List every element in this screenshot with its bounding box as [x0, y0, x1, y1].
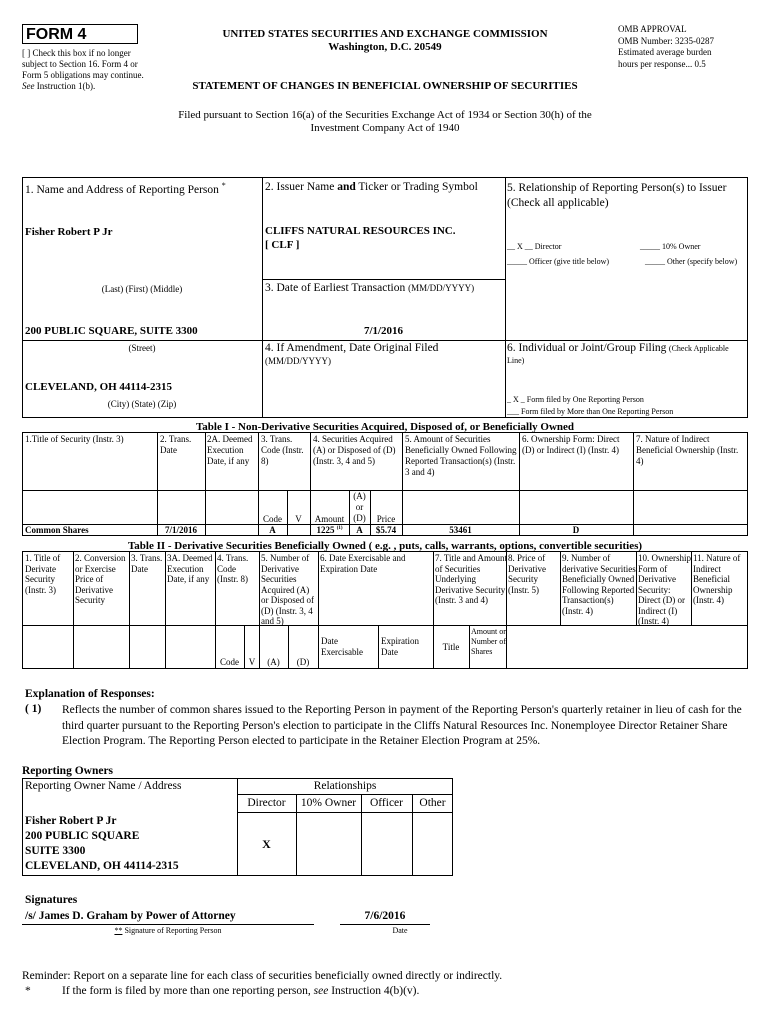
owner-addr2: SUITE 3300 — [25, 845, 86, 857]
filed-pursuant-line2: Investment Company Act of 1940 — [310, 122, 460, 134]
agency-city: Washington, D.C. 20549 — [328, 41, 442, 53]
signature-date: 7/6/2016 — [364, 910, 406, 922]
form-title: FORM 4 — [22, 24, 138, 44]
t1-row-form: D — [572, 525, 580, 535]
filed-pursuant-line1: Filed pursuant to Section 16(a) of the Securities Exchange Act of 1934 or Section 30(h) of the — [178, 109, 592, 121]
date-label: Date — [392, 926, 408, 935]
checkbox-note-text: [ ] Check this box if no longer subject to Section 16. Form 4 or Form 5 obligations may continue. — [22, 48, 144, 80]
t1-sub-code: Code — [263, 514, 282, 524]
owners-col-relationships: Relationships — [313, 780, 377, 792]
box1-star: * — [221, 181, 226, 190]
signatures-heading: Signatures — [25, 894, 78, 906]
name-parts-label: (Last) (First) (Middle) — [101, 284, 183, 294]
reporting-person-city: CLEVELAND, OH 44114-2315 — [25, 381, 172, 393]
t1-row-title: Common Shares — [25, 525, 89, 535]
t2-sub-expiration: Expiration Date — [381, 636, 419, 657]
omb-hours: hours per response... 0.5 — [618, 58, 706, 69]
earliest-transaction-date: 7/1/2016 — [363, 325, 404, 337]
reporting-person-name: Fisher Robert P Jr — [25, 226, 113, 238]
explanation-heading: Explanation of Responses: — [25, 688, 155, 700]
t1-sub-aord: (A) or (D) — [353, 491, 366, 523]
t2-col7-header: 7. Title and Amount of Securities Underlying Derivative Security (Instr. 3 and 4) — [435, 553, 508, 605]
owner-name: Fisher Robert P Jr — [25, 815, 117, 827]
t1-col1-header: 1.Title of Security (Instr. 3) — [25, 434, 124, 444]
relationship-officer: _____ Officer (give title below) — [507, 257, 610, 266]
t1-col3-header: 3. Trans. Code (Instr. 8) — [261, 434, 304, 466]
t2-col1-header: 1. Title of Derivate Security (Instr. 3) — [25, 553, 61, 595]
checkbox-see: See — [22, 81, 35, 91]
filing-more-persons: ___ Form filed by More than One Reporting Person — [507, 407, 674, 416]
box1-label: 1. Name and Address of Reporting Person * — [25, 181, 226, 196]
t2-sub-code: Code — [220, 657, 239, 667]
omb-number: OMB Number: 3235-0287 — [618, 35, 714, 46]
checkbox-instruction: Instruction 1(b). — [36, 81, 96, 91]
owners-col-director: Director — [247, 797, 286, 809]
owner-addr3: CLEVELAND, OH 44114-2315 — [25, 860, 179, 872]
owners-heading: Reporting Owners — [22, 765, 114, 777]
t2-sub-title: Title — [442, 642, 460, 652]
t2-sub-v: V — [248, 657, 256, 667]
t2-col3-header: 3. Trans. Date — [131, 553, 163, 574]
t1-sub-amount: Amount — [314, 514, 345, 524]
t1-col6-header: 6. Ownership Form: Direct (D) or Indirect (I) (Instr. 4) — [522, 434, 620, 455]
t1-col2-header: 2. Trans. Date — [160, 434, 192, 455]
t1-row-aord: A — [356, 525, 363, 535]
signature-label: ** Signature of Reporting Person — [114, 926, 222, 935]
footnote-number: ( 1) — [25, 703, 42, 715]
owners-col-other: Other — [419, 797, 446, 809]
statement-title: STATEMENT OF CHANGES IN BENEFICIAL OWNERSHIP OF SECURITIES — [192, 80, 578, 92]
street-label: (Street) — [128, 343, 156, 353]
t2-sub-exercisable: Date Exercisable — [321, 636, 363, 657]
box4-label: 4. If Amendment, Date Original Filed — [265, 342, 439, 354]
reminder-star: * — [25, 985, 31, 997]
t1-row-owned: 53461 — [449, 525, 472, 535]
t1-row-code: A — [269, 525, 276, 535]
box4-format: (MM/DD/YYYY) — [265, 356, 331, 366]
table2-title: Table II - Derivative Securities Beneficially Owned ( e.g. , puts, calls, warrants, options, convertible securities) — [127, 540, 643, 552]
omb-box — [618, 24, 758, 70]
t2-col5-header: 5. Number of Derivative Securities Acquired (A) or Disposed of (D) (Instr. 3, 4 and 5) — [261, 553, 314, 626]
t2-col10-header: 10. Ownership Form of Derivative Security: Direct (D) or Indirect (I) (Instr. 4) — [638, 553, 691, 626]
omb-approval: OMB APPROVAL — [618, 24, 687, 34]
t1-sub-v: V — [295, 514, 302, 524]
relationship-other: _____ Other (specify below) — [645, 257, 738, 266]
issuer-name: CLIFFS NATURAL RESOURCES INC. — [265, 225, 456, 237]
t2-col6-header: 6. Date Exercisable and Expiration Date — [320, 553, 406, 574]
owners-col-ten-pct: 10% Owner — [300, 797, 357, 809]
owner-addr1: 200 PUBLIC SQUARE — [25, 830, 140, 842]
owner-director-mark: X — [262, 837, 271, 851]
t2-col11-header: 11. Nature of Indirect Beneficial Ownership (Instr. 4) — [693, 553, 741, 605]
t2-col8-header: 8. Price of Derivative Security (Instr. 5) — [508, 553, 546, 595]
owners-col-name: Reporting Owner Name / Address — [25, 780, 182, 792]
table1-title: Table I - Non-Derivative Securities Acquired, Disposed of, or Beneficially Owned — [195, 421, 575, 433]
t2-col2-header: 2. Conversion or Exercise Price of Derivative Security — [75, 553, 126, 605]
t1-row-amount: 1225 $^{(1)}$ — [316, 525, 343, 535]
box3-label: 3. Date of Earliest Transaction (MM/DD/YYYY) — [265, 282, 475, 294]
issuer-ticker: [ CLF ] — [265, 239, 300, 251]
t1-sub-price: Price — [376, 514, 396, 524]
t2-sub-amount: Amount or Number of Shares — [471, 627, 506, 656]
t1-col2a-header: 2A. Deemed Execution Date, if any — [207, 434, 253, 466]
owners-col-officer: Officer — [370, 797, 403, 809]
t2-sub-d: (D) — [296, 657, 310, 667]
owner-name-address — [25, 814, 179, 874]
footnote-ref: (1) — [336, 526, 343, 531]
reminder-line2: If the form is filed by more than one reporting person, see Instruction 4(b)(v). — [62, 985, 420, 997]
omb-burden: Estimated average burden — [618, 47, 712, 57]
box5-label: 5. Relationship of Reporting Person(s) to Issuer (Check all applicable) — [507, 182, 727, 209]
t2-sub-a: (A) — [267, 657, 280, 667]
filed-pursuant — [100, 109, 670, 135]
reporting-person-street: 200 PUBLIC SQUARE, SUITE 3300 — [25, 325, 198, 337]
t1-col7-header: 7. Nature of Indirect Beneficial Ownership (Instr. 4) — [636, 434, 739, 466]
signer-name: /s/ James D. Graham by Power of Attorney — [25, 910, 236, 922]
box2-label: 2. Issuer Name and Ticker or Trading Symbol — [265, 181, 478, 193]
t2-col4-header: 4. Trans. Code (Instr. 8) — [217, 553, 249, 584]
box6-label: 6. Individual or Joint/Group Filing (Check Applicable Line) — [507, 342, 729, 365]
reminder-line1: Reminder: Report on a separate line for each class of securities beneficially owned directly or indirectly. — [22, 970, 503, 982]
t1-col4-header: 4. Securities Acquired (A) or Disposed of (D) (Instr. 3, 4 and 5) — [313, 434, 396, 466]
agency-name: UNITED STATES SECURITIES AND EXCHANGE COMMISSION — [222, 28, 548, 40]
city-label: (City) (State) (Zip) — [107, 399, 177, 409]
t2-col3a-header: 3A. Deemed Execution Date, if any — [167, 553, 213, 584]
relationship-director: __ X __ Director — [507, 242, 562, 251]
footnote-text: Reflects the number of common shares issued to the Reporting Person in payment of the Reporting Person's quarterly retainer in lieu of cash for the third quarter pursuant to the Reporting Person's election to participate in the Cliffs Natural Resources Inc. Nonemployee Director Retainer Share Election Program. The Reporting Person elected to participate in the Retainer Election Program at 25%. — [62, 704, 742, 747]
t1-row-date: 7/1/2016 — [164, 525, 197, 535]
t1-row-price: $5.74 — [375, 525, 397, 535]
filing-one-person: _ X _ Form filed by One Reporting Person — [507, 395, 644, 404]
t2-col9-header: 9. Number of derivative Securities Beneficially Owned Following Reported Transaction(s) (Instr. 4) — [562, 553, 636, 616]
relationship-ten-pct: _____ 10% Owner — [640, 242, 701, 251]
t1-col5-header: 5. Amount of Securities Beneficially Owned Following Reported Transaction(s) (Instr. 3 and 4) — [405, 434, 517, 477]
checkbox-note — [22, 48, 150, 92]
